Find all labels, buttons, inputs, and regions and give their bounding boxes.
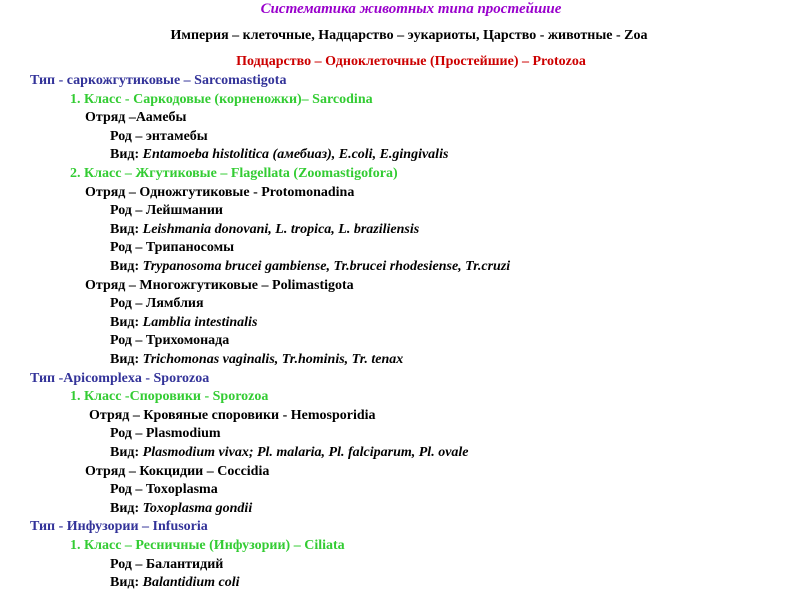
species-label: Вид: — [110, 352, 143, 367]
species-names: Balantidium coli — [142, 575, 240, 591]
taxon-line-genus: Род – Балантидий — [110, 556, 224, 572]
taxon-line-genus: Род – Plasmodium — [110, 426, 221, 442]
species-names: Toxoplasma gondii — [142, 500, 253, 516]
taxon-line-species — [110, 351, 403, 369]
taxon-line-class: 1. Класс - Саркодовые (корненожки)– Sarcodina — [70, 91, 373, 107]
taxon-line-order: Отряд – Многожгутиковые – Polimastigota — [85, 277, 354, 293]
taxon-line-phylum: Тип - Инфузории – Infusoria — [30, 519, 208, 535]
taxon-line-genus: Род – Toxoplasma — [110, 482, 218, 498]
taxon-line-order: Отряд – Одножгутиковые - Protomonadina — [85, 184, 355, 200]
classification-subtitle: Империя – клеточные, Надцарство – эукариоты, Царство - животные - Zoa — [170, 28, 648, 43]
page-title: Систематика животных типа простейшие — [260, 1, 562, 17]
species-names: Leishmania donovani, L. tropica, L. braziliensis — [142, 221, 420, 237]
species-names: Trichomonas vaginalis, Tr.hominis, Tr. tenax — [142, 352, 404, 367]
species-label: Вид: — [110, 259, 143, 274]
species-label: Вид: — [110, 147, 143, 163]
taxon-line-species — [110, 314, 257, 332]
taxon-line-class: 2. Класс – Жгутиковые – Flagellata (Zoomastigofora) — [70, 166, 398, 181]
species-names: Plasmodium vivax; Pl. malaria, Pl. falciparum, Pl. ovale — [142, 445, 469, 460]
subkingdom-heading: Подцарство – Одноклеточные (Простейшие) – Protozoa — [236, 54, 586, 69]
taxon-line-species — [110, 574, 240, 592]
species-label: Вид: — [110, 575, 143, 591]
taxon-line-class: 1. Класс -Споровики - Sporozoa — [70, 389, 269, 405]
taxon-line-genus: Род – Трипаносомы — [110, 240, 235, 256]
taxon-line-species — [110, 444, 469, 462]
species-label: Вид: — [110, 445, 143, 460]
taxon-line-genus: Род – Лейшмании — [110, 203, 223, 219]
taxon-line-species — [110, 146, 448, 164]
species-label: Вид: — [110, 500, 143, 516]
species-names: Trypanosoma brucei gambiense, Tr.brucei rhodesiense, Tr.cruzi — [142, 259, 511, 274]
taxon-line-genus: Род – энтамебы — [110, 128, 208, 144]
taxon-line-species — [110, 500, 252, 518]
taxon-line-class: 1. Класс – Ресничные (Инфузории) – Ciliata — [70, 538, 345, 553]
taxon-line-phylum: Тип -Apicomplexa - Sporozoa — [30, 370, 210, 386]
taxon-line-order2: Отряд – Кровяные споровики - Hemosporidia — [89, 407, 376, 423]
taxon-line-species — [110, 221, 419, 239]
species-label: Вид: — [110, 221, 143, 237]
species-label: Вид: — [110, 314, 143, 330]
taxon-line-genus: Род – Трихомонада — [110, 333, 230, 349]
taxon-line-order: Отряд – Кокцидии – Coccidia — [85, 463, 270, 479]
taxon-line-species — [110, 258, 510, 276]
species-names: Entamoeba histolitica (амебиаз), E.coli, E.gingivalis — [142, 147, 449, 163]
taxon-line-phylum: Тип - саркожгутиковые – Sarcomastigota — [30, 73, 287, 88]
taxon-line-genus: Род – Лямблия — [110, 296, 204, 312]
species-names: Lamblia intestinalis — [142, 314, 258, 330]
taxon-line-order: Отряд –Аамебы — [85, 110, 187, 126]
